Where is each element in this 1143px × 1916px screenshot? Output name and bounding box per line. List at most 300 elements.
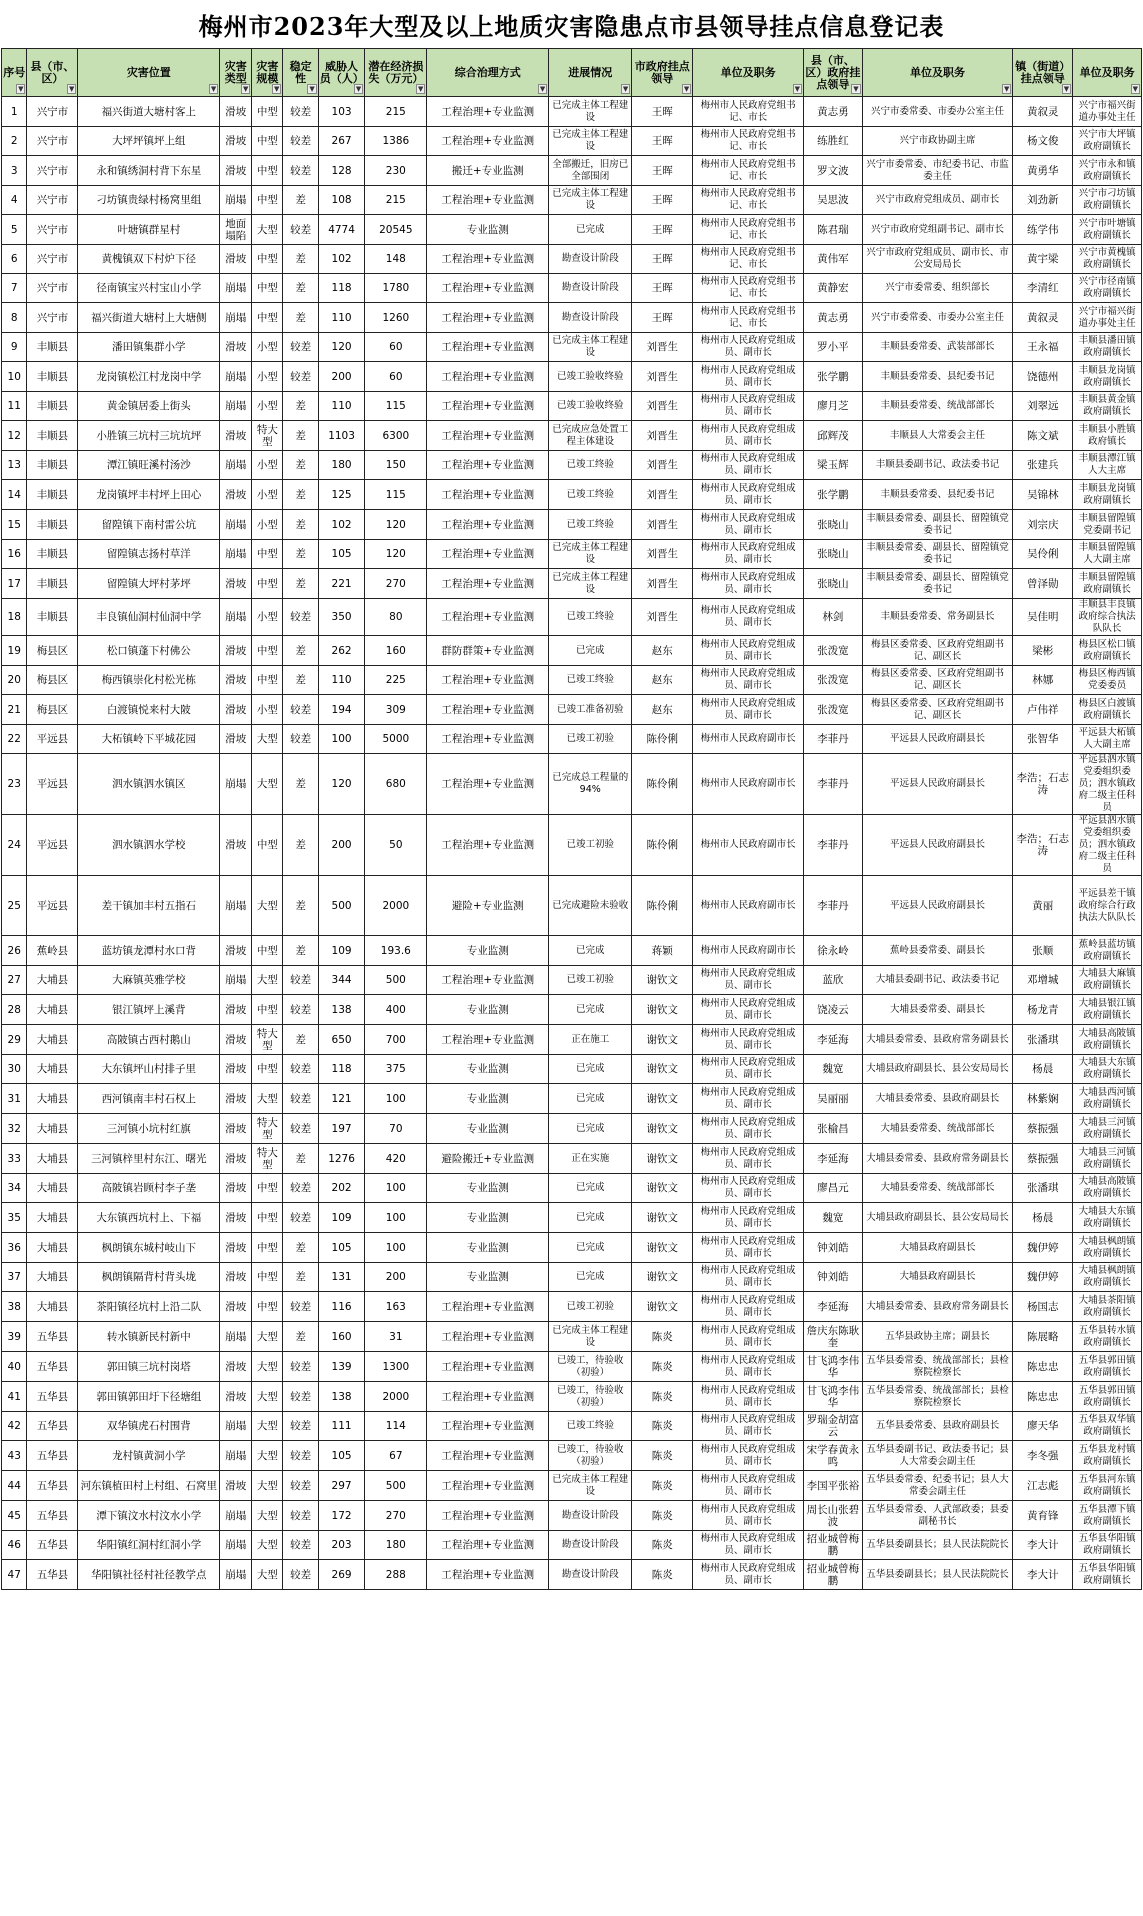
column-header[interactable]	[549, 49, 632, 97]
table-cell[interactable]: 较差	[283, 1352, 318, 1382]
filter-dropdown-icon[interactable]: ▼	[794, 85, 800, 93]
table-cell[interactable]: 114	[365, 1412, 427, 1441]
table-cell[interactable]: 193.6	[365, 936, 427, 966]
table-cell[interactable]: 已竣工，待验收（初验）	[549, 1441, 632, 1471]
table-cell[interactable]: 滑坡	[220, 1025, 252, 1055]
table-cell[interactable]: 已完成	[549, 1233, 632, 1263]
table-cell[interactable]: 700	[365, 1025, 427, 1055]
table-cell[interactable]: 梅州市人民政府党组成员、副市长	[693, 666, 804, 695]
table-cell[interactable]: 较差	[283, 1203, 318, 1233]
table-cell[interactable]: 刘劲新	[1013, 186, 1073, 215]
table-cell[interactable]: 43	[2, 1441, 27, 1471]
table-cell[interactable]: 大埔县委常委、县政府常务副县长	[862, 1025, 1013, 1055]
table-cell[interactable]: 平远县	[27, 815, 78, 876]
table-cell[interactable]: 大型	[252, 966, 283, 995]
table-row[interactable]	[2, 754, 1142, 815]
table-cell[interactable]: 五华县委常委、统战部部长；县检察院检察长	[862, 1352, 1013, 1382]
column-header[interactable]	[78, 49, 220, 97]
table-cell[interactable]: 110	[318, 303, 365, 333]
table-cell[interactable]: 梅西镇崇化村松光栋	[78, 666, 220, 695]
table-cell[interactable]: 五华县委副书记、政法委书记；县人大常委会副主任	[862, 1441, 1013, 1471]
table-cell[interactable]: 张泼宽	[803, 695, 862, 725]
table-cell[interactable]: 廖昌元	[803, 1174, 862, 1203]
table-cell[interactable]: 大埔县委常委、县政府常务副县长	[862, 1144, 1013, 1174]
table-cell[interactable]: 180	[318, 451, 365, 480]
table-cell[interactable]: 差	[283, 245, 318, 274]
table-cell[interactable]: 60	[365, 362, 427, 392]
table-cell[interactable]: 滑坡	[220, 725, 252, 754]
table-cell[interactable]: 地面塌陷	[220, 215, 252, 245]
filter-dropdown-icon[interactable]: ▼	[539, 85, 546, 93]
table-cell[interactable]: 大埔县	[27, 1114, 78, 1144]
table-cell[interactable]: 陈炎	[632, 1441, 693, 1471]
table-cell[interactable]: 较差	[283, 362, 318, 392]
table-cell[interactable]: 梅州市人民政府党组成员、副市长	[693, 540, 804, 569]
table-cell[interactable]: 平远县人民政府副县长	[862, 815, 1013, 876]
table-cell[interactable]: 102	[318, 510, 365, 540]
table-cell[interactable]: 梅州市人民政府党组成员、副市长	[693, 392, 804, 421]
table-cell[interactable]: 中型	[252, 636, 283, 666]
table-cell[interactable]: 谢钦文	[632, 1203, 693, 1233]
table-cell[interactable]: 大埔县大麻镇政府副镇长	[1073, 966, 1142, 995]
table-cell[interactable]: 中型	[252, 303, 283, 333]
table-cell[interactable]: 丰顺县	[27, 392, 78, 421]
table-cell[interactable]: 李浩；石志涛	[1013, 754, 1073, 815]
table-cell[interactable]: 五华县委常委、人武部政委；县委副秘书长	[862, 1501, 1013, 1531]
table-cell[interactable]: 蓝坊镇龙潭村水口背	[78, 936, 220, 966]
table-cell[interactable]: 42	[2, 1412, 27, 1441]
table-cell[interactable]: 梅县区梅西镇党委委员	[1073, 666, 1142, 695]
table-cell[interactable]: 已竣工终验	[549, 510, 632, 540]
table-cell[interactable]: 中型	[252, 1203, 283, 1233]
table-cell[interactable]: 丰顺县委常委、副县长、留隍镇党委书记	[862, 510, 1013, 540]
table-cell[interactable]: 工程治理+专业监测	[427, 599, 549, 636]
table-cell[interactable]: 工程治理+专业监测	[427, 451, 549, 480]
table-cell[interactable]: 680	[365, 754, 427, 815]
table-cell[interactable]: 较差	[283, 725, 318, 754]
table-cell[interactable]: 14	[2, 480, 27, 510]
table-cell[interactable]: 50	[365, 815, 427, 876]
table-cell[interactable]: 枫朗镇东城村岐山下	[78, 1233, 220, 1263]
column-header[interactable]	[252, 49, 283, 97]
table-cell[interactable]: 26	[2, 936, 27, 966]
table-cell[interactable]: 滑坡	[220, 245, 252, 274]
table-cell[interactable]: 已完成	[549, 1114, 632, 1144]
table-cell[interactable]: 勘查设计阶段	[549, 245, 632, 274]
table-cell[interactable]: 45	[2, 1501, 27, 1531]
table-row[interactable]	[2, 636, 1142, 666]
table-cell[interactable]: 永和镇绣洞村背下东星	[78, 156, 220, 186]
table-cell[interactable]: 华阳镇社径村社径教学点	[78, 1560, 220, 1590]
table-cell[interactable]: 留隍镇志扬村草洋	[78, 540, 220, 569]
table-cell[interactable]: 钟刘皓	[803, 1263, 862, 1292]
table-cell[interactable]: 小型	[252, 451, 283, 480]
column-header[interactable]	[365, 49, 427, 97]
table-cell[interactable]: 500	[365, 1471, 427, 1501]
table-cell[interactable]: 差	[283, 1322, 318, 1352]
table-cell[interactable]: 崩塌	[220, 510, 252, 540]
table-cell[interactable]: 丰顺县人大常委会主任	[862, 421, 1013, 451]
table-cell[interactable]: 黄金镇居委上街头	[78, 392, 220, 421]
table-cell[interactable]: 已竣工初验	[549, 1292, 632, 1322]
table-cell[interactable]: 丰顺县留隍镇人大副主席	[1073, 540, 1142, 569]
table-cell[interactable]: 刘晋生	[632, 333, 693, 362]
table-cell[interactable]: 差	[283, 636, 318, 666]
table-cell[interactable]: 兴宁市大坪镇政府副镇长	[1073, 127, 1142, 156]
table-cell[interactable]: 工程治理+专业监测	[427, 303, 549, 333]
table-cell[interactable]: 滑坡	[220, 421, 252, 451]
table-cell[interactable]: 陈炎	[632, 1501, 693, 1531]
table-cell[interactable]: 大埔县政府副县长	[862, 1263, 1013, 1292]
table-cell[interactable]: 五华县华阳镇政府副镇长	[1073, 1560, 1142, 1590]
table-cell[interactable]: 23	[2, 754, 27, 815]
table-cell[interactable]: 6	[2, 245, 27, 274]
table-cell[interactable]: 张泼宽	[803, 666, 862, 695]
table-row[interactable]	[2, 815, 1142, 876]
table-cell[interactable]: 大埔县	[27, 1174, 78, 1203]
table-cell[interactable]: 大埔县政府副县长、县公安局局长	[862, 1203, 1013, 1233]
filter-dropdown-icon[interactable]: ▼	[1003, 85, 1010, 93]
table-cell[interactable]: 已完成	[549, 995, 632, 1025]
table-cell[interactable]: 大埔县委常委、统战部部长	[862, 1114, 1013, 1144]
table-cell[interactable]: 梅州市人民政府党组成员、副市长	[693, 1441, 804, 1471]
table-cell[interactable]: 大型	[252, 1352, 283, 1382]
table-cell[interactable]: 高陂镇岩顾村李子垄	[78, 1174, 220, 1203]
table-cell[interactable]: 刘晋生	[632, 421, 693, 451]
table-cell[interactable]: 李大计	[1013, 1531, 1073, 1560]
table-cell[interactable]: 滑坡	[220, 1203, 252, 1233]
table-cell[interactable]: 双华镇虎石村围背	[78, 1412, 220, 1441]
table-cell[interactable]: 滑坡	[220, 97, 252, 127]
table-cell[interactable]: 龙村镇黄洞小学	[78, 1441, 220, 1471]
table-cell[interactable]: 五华县华阳镇政府副镇长	[1073, 1531, 1142, 1560]
table-cell[interactable]: 梅州市人民政府党组成员、副市长	[693, 1144, 804, 1174]
table-cell[interactable]: 郭田镇郭田圩下径塘组	[78, 1382, 220, 1412]
column-header[interactable]	[862, 49, 1013, 97]
table-cell[interactable]: 10	[2, 362, 27, 392]
table-cell[interactable]: 中型	[252, 1174, 283, 1203]
table-cell[interactable]: 已完成避险未验收	[549, 876, 632, 936]
table-cell[interactable]: 15	[2, 510, 27, 540]
table-cell[interactable]: 陈伶俐	[632, 725, 693, 754]
table-cell[interactable]: 梅州市人民政府党组成员、副市长	[693, 966, 804, 995]
table-cell[interactable]: 兴宁市政府党组副书记、副市长	[862, 215, 1013, 245]
table-cell[interactable]: 梅州市人民政府党组成员、副市长	[693, 1203, 804, 1233]
table-cell[interactable]: 较差	[283, 156, 318, 186]
table-cell[interactable]: 平远县	[27, 725, 78, 754]
table-cell[interactable]: 已竣工初验	[549, 966, 632, 995]
table-cell[interactable]: 较差	[283, 127, 318, 156]
table-cell[interactable]: 小型	[252, 695, 283, 725]
table-cell[interactable]: 较差	[283, 995, 318, 1025]
table-row[interactable]	[2, 695, 1142, 725]
table-cell[interactable]: 大柘镇岭下平城花园	[78, 725, 220, 754]
table-cell[interactable]: 160	[318, 1322, 365, 1352]
table-cell[interactable]: 陈伶俐	[632, 876, 693, 936]
table-cell[interactable]: 张顺	[1013, 936, 1073, 966]
table-cell[interactable]: 163	[365, 1292, 427, 1322]
table-cell[interactable]: 37	[2, 1263, 27, 1292]
table-cell[interactable]: 大埔县	[27, 966, 78, 995]
table-cell[interactable]: 较差	[283, 966, 318, 995]
table-cell[interactable]: 滑坡	[220, 127, 252, 156]
column-header[interactable]	[427, 49, 549, 97]
table-row[interactable]	[2, 186, 1142, 215]
table-cell[interactable]: 120	[365, 510, 427, 540]
table-cell[interactable]: 已完成	[549, 1263, 632, 1292]
table-cell[interactable]: 谢钦文	[632, 995, 693, 1025]
table-row[interactable]	[2, 127, 1142, 156]
table-cell[interactable]: 较差	[283, 1560, 318, 1590]
filter-dropdown-icon[interactable]: ▼	[683, 85, 690, 93]
table-row[interactable]	[2, 421, 1142, 451]
table-cell[interactable]: 中型	[252, 936, 283, 966]
table-cell[interactable]: 兴宁市	[27, 215, 78, 245]
table-cell[interactable]: 王晖	[632, 156, 693, 186]
column-header[interactable]	[2, 49, 27, 97]
table-cell[interactable]: 正在施工	[549, 1025, 632, 1055]
table-cell[interactable]: 陈伶俐	[632, 754, 693, 815]
table-cell[interactable]: 44	[2, 1471, 27, 1501]
table-cell[interactable]: 103	[318, 97, 365, 127]
table-cell[interactable]: 泗水镇泗水学校	[78, 815, 220, 876]
table-cell[interactable]: 梅州市人民政府党组成员、副市长	[693, 1352, 804, 1382]
table-cell[interactable]: 中型	[252, 1292, 283, 1322]
table-cell[interactable]: 288	[365, 1560, 427, 1590]
table-cell[interactable]: 已完成总工程量的94%	[549, 754, 632, 815]
table-row[interactable]	[2, 1203, 1142, 1233]
table-cell[interactable]: 大埔县高陂镇政府副镇长	[1073, 1174, 1142, 1203]
table-cell[interactable]: 194	[318, 695, 365, 725]
table-cell[interactable]: 陈伶俐	[632, 815, 693, 876]
table-row[interactable]	[2, 274, 1142, 303]
table-cell[interactable]: 105	[318, 1441, 365, 1471]
table-cell[interactable]: 41	[2, 1382, 27, 1412]
table-cell[interactable]: 67	[365, 1441, 427, 1471]
table-cell[interactable]: 崩塌	[220, 392, 252, 421]
filter-dropdown-icon[interactable]: ▼	[273, 85, 280, 93]
table-cell[interactable]: 吴锦林	[1013, 480, 1073, 510]
filter-dropdown-icon[interactable]: ▼	[622, 85, 629, 93]
table-cell[interactable]: 大型	[252, 1531, 283, 1560]
table-cell[interactable]: 已完成主体工程建设	[549, 186, 632, 215]
table-row[interactable]	[2, 245, 1142, 274]
table-cell[interactable]: 枫朗镇隔背村背头垅	[78, 1263, 220, 1292]
table-cell[interactable]: 丰顺县黄金镇政府副镇长	[1073, 392, 1142, 421]
table-cell[interactable]: 西河镇南丰村石权上	[78, 1084, 220, 1114]
table-cell[interactable]: 滑坡	[220, 333, 252, 362]
table-cell[interactable]: 中型	[252, 666, 283, 695]
table-cell[interactable]: 大埔县三河镇政府副镇长	[1073, 1114, 1142, 1144]
table-cell[interactable]: 中型	[252, 815, 283, 876]
table-cell[interactable]: 梅州市人民政府党组成员、副市长	[693, 636, 804, 666]
table-cell[interactable]: 兴宁市委常委、市委办公室主任	[862, 303, 1013, 333]
table-cell[interactable]: 中型	[252, 1055, 283, 1084]
table-cell[interactable]: 中型	[252, 540, 283, 569]
table-row[interactable]	[2, 1144, 1142, 1174]
table-cell[interactable]: 差	[283, 754, 318, 815]
table-cell[interactable]: 100	[365, 1233, 427, 1263]
table-cell[interactable]: 工程治理+专业监测	[427, 97, 549, 127]
table-cell[interactable]: 兴宁市	[27, 156, 78, 186]
table-cell[interactable]: 兴宁市	[27, 303, 78, 333]
table-cell[interactable]: 黄志勇	[803, 97, 862, 127]
table-cell[interactable]: 梅州市人民政府党组书记、市长	[693, 97, 804, 127]
table-cell[interactable]: 正在实施	[549, 1144, 632, 1174]
table-cell[interactable]: 工程治理+专业监测	[427, 127, 549, 156]
table-row[interactable]	[2, 510, 1142, 540]
table-cell[interactable]: 梅县区白渡镇政府副镇长	[1073, 695, 1142, 725]
table-cell[interactable]: 小型	[252, 480, 283, 510]
table-cell[interactable]: 差	[283, 392, 318, 421]
table-cell[interactable]: 102	[318, 245, 365, 274]
table-cell[interactable]: 差	[283, 421, 318, 451]
table-cell[interactable]: 大埔县茶阳镇政府副镇长	[1073, 1292, 1142, 1322]
table-cell[interactable]: 魏宽	[803, 1203, 862, 1233]
table-cell[interactable]: 蔡振强	[1013, 1114, 1073, 1144]
table-cell[interactable]: 勘查设计阶段	[549, 274, 632, 303]
table-cell[interactable]: 五华县龙村镇政府副镇长	[1073, 1441, 1142, 1471]
table-row[interactable]	[2, 451, 1142, 480]
table-cell[interactable]: 较差	[283, 215, 318, 245]
table-cell[interactable]: 杨文俊	[1013, 127, 1073, 156]
table-cell[interactable]: 赵东	[632, 695, 693, 725]
table-cell[interactable]: 饶凌云	[803, 995, 862, 1025]
table-cell[interactable]: 张潘琪	[1013, 1025, 1073, 1055]
table-cell[interactable]: 专业监测	[427, 215, 549, 245]
table-cell[interactable]: 兴宁市刁坊镇政府副镇长	[1073, 186, 1142, 215]
table-cell[interactable]: 丰顺县委常委、县纪委书记	[862, 480, 1013, 510]
table-cell[interactable]: 中型	[252, 995, 283, 1025]
table-cell[interactable]: 139	[318, 1352, 365, 1382]
table-cell[interactable]: 差	[283, 1233, 318, 1263]
table-cell[interactable]: 饶德州	[1013, 362, 1073, 392]
table-cell[interactable]: 20	[2, 666, 27, 695]
table-cell[interactable]: 丰顺县	[27, 480, 78, 510]
table-cell[interactable]: 梅州市人民政府党组成员、副市长	[693, 1382, 804, 1412]
table-cell[interactable]: 松口镇蓬下村佛公	[78, 636, 220, 666]
table-cell[interactable]: 兴宁市政协副主席	[862, 127, 1013, 156]
table-cell[interactable]: 60	[365, 333, 427, 362]
table-cell[interactable]: 蕉岭县委常委、副县长	[862, 936, 1013, 966]
table-cell[interactable]: 梅州市人民政府党组成员、副市长	[693, 510, 804, 540]
table-cell[interactable]: 全部搬迁，旧房已全部围闭	[549, 156, 632, 186]
table-cell[interactable]: 工程治理+专业监测	[427, 392, 549, 421]
table-cell[interactable]: 崩塌	[220, 754, 252, 815]
table-cell[interactable]: 已完成主体工程建设	[549, 540, 632, 569]
table-cell[interactable]: 工程治理+专业监测	[427, 1292, 549, 1322]
table-cell[interactable]: 4774	[318, 215, 365, 245]
table-cell[interactable]: 郭田镇三坑村岗塔	[78, 1352, 220, 1382]
table-cell[interactable]: 刁坊镇贵绿村杨窝里组	[78, 186, 220, 215]
table-cell[interactable]: 梅县区委常委、区政府党组副书记、副区长	[862, 695, 1013, 725]
table-cell[interactable]: 梅州市人民政府党组成员、副市长	[693, 599, 804, 636]
table-cell[interactable]: 差	[283, 569, 318, 599]
table-cell[interactable]: 已竣工终验	[549, 599, 632, 636]
table-cell[interactable]: 杨国志	[1013, 1292, 1073, 1322]
table-cell[interactable]: 吴思波	[803, 186, 862, 215]
table-cell[interactable]: 王永福	[1013, 333, 1073, 362]
table-cell[interactable]: 谢钦文	[632, 966, 693, 995]
table-cell[interactable]: 滑坡	[220, 1382, 252, 1412]
table-cell[interactable]: 差干镇加丰村五指石	[78, 876, 220, 936]
table-cell[interactable]: 练胜红	[803, 127, 862, 156]
table-cell[interactable]: 丰良镇仙洞村仙洞中学	[78, 599, 220, 636]
table-cell[interactable]: 梅州市人民政府党组成员、副市长	[693, 1114, 804, 1144]
table-cell[interactable]: 已竣工初验	[549, 725, 632, 754]
table-cell[interactable]: 专业监测	[427, 936, 549, 966]
table-cell[interactable]: 6300	[365, 421, 427, 451]
table-cell[interactable]: 五华县	[27, 1322, 78, 1352]
table-cell[interactable]: 梅州市人民政府副市长	[693, 936, 804, 966]
table-cell[interactable]: 兴宁市委常委、市纪委书记、市监委主任	[862, 156, 1013, 186]
table-cell[interactable]: 陈炎	[632, 1352, 693, 1382]
table-cell[interactable]: 崩塌	[220, 1560, 252, 1590]
column-header[interactable]	[283, 49, 318, 97]
table-cell[interactable]: 工程治理+专业监测	[427, 1412, 549, 1441]
table-cell[interactable]: 工程治理+专业监测	[427, 815, 549, 876]
table-cell[interactable]: 丰顺县潭江镇人大主席	[1073, 451, 1142, 480]
table-cell[interactable]: 丰顺县委常委、常务副县长	[862, 599, 1013, 636]
table-cell[interactable]: 滑坡	[220, 156, 252, 186]
table-cell[interactable]: 大埔县	[27, 1292, 78, 1322]
table-cell[interactable]: 116	[318, 1292, 365, 1322]
table-cell[interactable]: 工程治理+专业监测	[427, 333, 549, 362]
table-cell[interactable]: 五华县	[27, 1531, 78, 1560]
table-cell[interactable]: 100	[318, 725, 365, 754]
table-cell[interactable]: 魏伊婷	[1013, 1233, 1073, 1263]
filter-dropdown-icon[interactable]: ▼	[355, 85, 362, 93]
table-cell[interactable]: 工程治理+专业监测	[427, 754, 549, 815]
table-cell[interactable]: 28	[2, 995, 27, 1025]
table-cell[interactable]: 20545	[365, 215, 427, 245]
table-cell[interactable]: 350	[318, 599, 365, 636]
table-cell[interactable]: 丰顺县	[27, 569, 78, 599]
table-cell[interactable]: 五华县	[27, 1382, 78, 1412]
table-row[interactable]	[2, 156, 1142, 186]
table-cell[interactable]: 已竣工验收终验	[549, 392, 632, 421]
table-row[interactable]	[2, 1055, 1142, 1084]
table-cell[interactable]: 兴宁市政府党组成员、副市长、市公安局局长	[862, 245, 1013, 274]
table-cell[interactable]: 大型	[252, 1382, 283, 1412]
table-cell[interactable]: 大埔县	[27, 1144, 78, 1174]
table-cell[interactable]: 平远县泗水镇党委组织委员；泗水镇政府二级主任科员	[1073, 815, 1142, 876]
table-cell[interactable]: 五华县	[27, 1441, 78, 1471]
table-cell[interactable]: 陈忠忠	[1013, 1352, 1073, 1382]
table-cell[interactable]: 200	[365, 1263, 427, 1292]
table-cell[interactable]: 80	[365, 599, 427, 636]
table-cell[interactable]: 梅州市人民政府党组成员、副市长	[693, 695, 804, 725]
table-cell[interactable]: 32	[2, 1114, 27, 1144]
table-cell[interactable]: 蕉岭县	[27, 936, 78, 966]
table-cell[interactable]: 杨晨	[1013, 1055, 1073, 1084]
table-cell[interactable]: 泗水镇泗水镇区	[78, 754, 220, 815]
table-cell[interactable]: 龙岗镇坪丰村坪上田心	[78, 480, 220, 510]
table-cell[interactable]: 龙岗镇松江村龙岗中学	[78, 362, 220, 392]
table-cell[interactable]: 120	[318, 333, 365, 362]
table-cell[interactable]: 滑坡	[220, 569, 252, 599]
table-cell[interactable]: 262	[318, 636, 365, 666]
table-cell[interactable]: 500	[365, 966, 427, 995]
table-row[interactable]	[2, 1114, 1142, 1144]
table-cell[interactable]: 梅州市人民政府党组书记、市长	[693, 127, 804, 156]
table-cell[interactable]: 16	[2, 540, 27, 569]
table-cell[interactable]: 丰顺县委常委、副县长、留隍镇党委书记	[862, 540, 1013, 569]
table-row[interactable]	[2, 1382, 1142, 1412]
table-cell[interactable]: 张晓山	[803, 510, 862, 540]
table-cell[interactable]: 差	[283, 480, 318, 510]
table-cell[interactable]: 兴宁市福兴街道办事处主任	[1073, 303, 1142, 333]
